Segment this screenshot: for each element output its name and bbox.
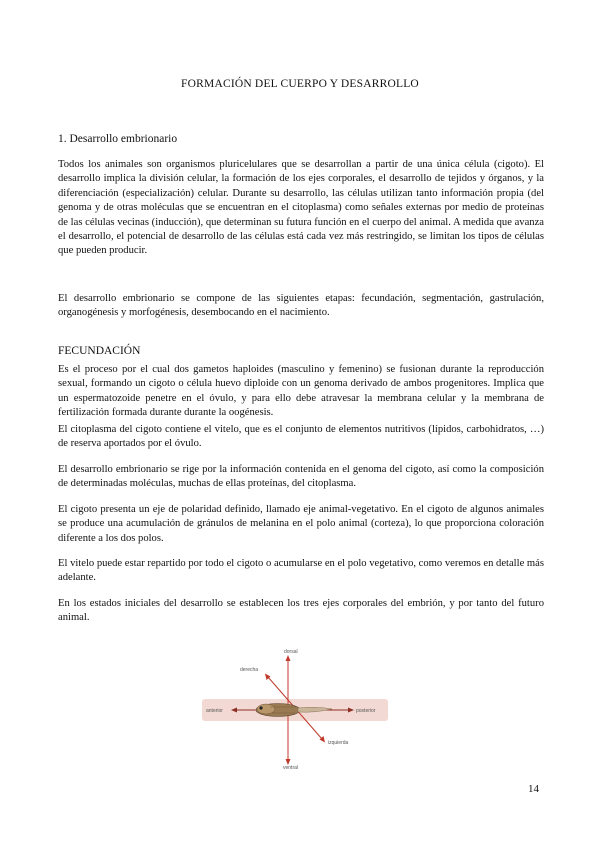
label-ventral: ventral bbox=[283, 765, 299, 770]
page-number: 14 bbox=[528, 783, 539, 795]
body-axes-figure bbox=[200, 645, 390, 770]
axes-diagram bbox=[200, 645, 390, 770]
section-heading-desarrollo: 1. Desarrollo embrionario bbox=[58, 133, 178, 145]
paragraph: El desarrollo embrionario se rige por la información contenida en el genoma del cigoto, así como la composición de determinadas moléculas, muchas de ellas proteínas, del citoplasma. bbox=[58, 464, 544, 490]
label-izquierda: izquierda bbox=[328, 740, 349, 746]
paragraph: El cigoto presenta un eje de polaridad definido, llamado eje animal-vegetativo. En el cigoto de algunos animales se produce una acumulación de gránulos de melanina en el polo animal (corteza), lo que proporciona coloración diferente a los dos polos. bbox=[58, 504, 544, 544]
paragraph: Es el proceso por el cual dos gametos haploides (masculino y femenino) se fusionan durante la reproducción sexual, formando un cigoto o célula huevo diploide con un genoma derivado de ambos progenitores. Implica que un espermatozoide penetre en el óvulo, y para ello debe atravesar la membrana celular y la membrana de fertilización formada durante durante la oogénesis. bbox=[58, 364, 544, 419]
paragraph: Todos los animales son organismos pluricelulares que se desarrollan a partir de una única célula (cigoto). El desarrollo implica la división celular, la formación de los ejes corporales, el desarrollo de tejidos y órganos, y la diferenciación (especialización) celular. Durante su desarrollo, las células utilizan tanto información propia (del genoma y de otras moléculas que se encuentran en el citoplasma) como señales externas por medio de proteínas de las células vecinas (inducción), que determinan su futura función en el cuerpo del animal. A medida que avanza el desarrollo, el potencial de desarrollo de las células está cada vez más restringido, se limitan los tipos de células que pueden producir. bbox=[58, 159, 544, 257]
label-dorsal: dorsal bbox=[284, 649, 298, 655]
label-posterior: posterior bbox=[356, 708, 376, 714]
label-anterior: anterior bbox=[206, 708, 223, 714]
arrow-up-icon bbox=[286, 655, 291, 661]
section-heading-fecundacion: FECUNDACIÓN bbox=[58, 345, 141, 357]
label-derecha: derecha bbox=[240, 667, 259, 673]
page-title: FORMACIÓN DEL CUERPO Y DESARROLLO bbox=[181, 78, 419, 90]
paragraph: El citoplasma del cigoto contiene el vitelo, que es el conjunto de elementos nutritivos (lípidos, carbohidratos, …) de reserva aportados por el óvulo. bbox=[58, 424, 544, 450]
paragraph: En los estados iniciales del desarrollo se establecen los tres ejes corporales del embrión, y por tanto del futuro animal. bbox=[58, 598, 544, 624]
paragraph: El vitelo puede estar repartido por todo el cigoto o acumularse en el polo vegetativo, como veremos en detalle más adelante. bbox=[58, 558, 544, 584]
paragraph: El desarrollo embrionario se compone de las siguientes etapas: fecundación, segmentación, gastrulación, organogénesis y morfogénesis, desembocando en el nacimiento. bbox=[58, 293, 544, 319]
